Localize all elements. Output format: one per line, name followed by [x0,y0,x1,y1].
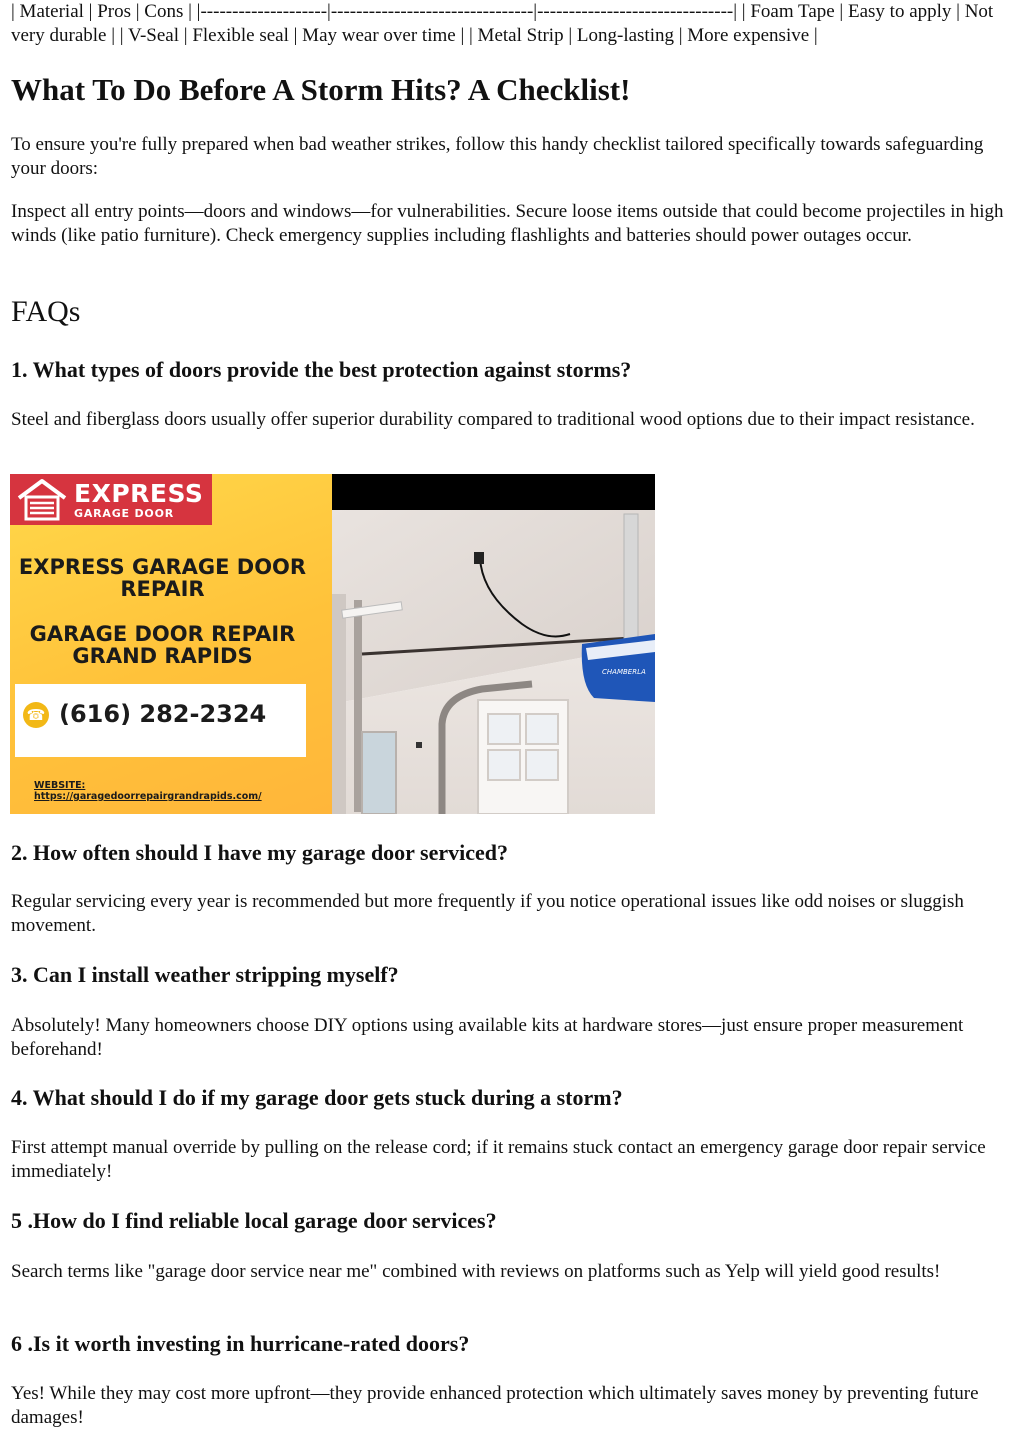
faq-question-3: 3. Can I install weather stripping myself? [11,962,399,987]
garage-interior-illustration [332,474,655,814]
website-label: WEBSITE: [34,780,86,791]
logo-sub-text: GARAGE DOOR [74,507,175,520]
opener-brand-text: CHAMBERLA [602,668,646,676]
faq-question-1: 1. What types of doors provide the best protection against storms? [11,357,632,382]
phone-icon: ☎ [23,702,49,728]
faq-answer-4: First attempt manual override by pulling on the release cord; if it remains stuck contact an emergency garage door repair service immediately! [11,1137,986,1182]
faq-answer-6: Yes! While they may cost more upfront—they provide enhanced protection which ultimately saves money by preventing future damages! [11,1383,979,1428]
banner-ad-panel [10,474,332,814]
checklist-heading: What To Do Before A Storm Hits? A Checklist! [11,72,631,107]
faq-question-5: 5 .How do I find reliable local garage door services? [11,1208,497,1233]
phone-number: (616) 282-2324 [59,700,267,728]
faq-question-4: 4. What should I do if my garage door gets stuck during a storm? [11,1085,623,1110]
faqs-heading: FAQs [11,295,81,328]
markdown-table-text: | Material | Pros | Cons | |--------------------|--------------------------------|-------------------------------| | Foam Tape | Easy to apply | Not very durable | | V-Seal | Flexible seal | May wear over time | | Metal Strip | Long-lasting | More expensive | [11,1,994,46]
faq-answer-2: Regular servicing every year is recommended but more frequently if you notice operational issues like odd noises or sluggish movement. [11,891,964,936]
checklist-body: Inspect all entry points—doors and windows—for vulnerabilities. Secure loose items outside that could become projectiles in high winds (like patio furniture). Check emergency supplies including flashlights and batteries should power outages occur. [11,201,1004,246]
faq-question-2: 2. How often should I have my garage door serviced? [11,840,509,865]
garage-house-icon [16,478,68,522]
express-garage-door-banner [10,474,655,814]
faq-question-6: 6 .Is it worth investing in hurricane-rated doors? [11,1331,470,1356]
logo-main-text: EXPRESS [74,479,204,508]
faq-answer-3: Absolutely! Many homeowners choose DIY options using available kits at hardware stores—just ensure proper measurement beforehand! [11,1015,964,1060]
faq-answer-5: Search terms like "garage door service near me" combined with reviews on platforms such as Yelp will yield good results! [11,1261,941,1282]
express-logo [10,474,212,525]
faq-answer-1: Steel and fiberglass doors usually offer superior durability compared to traditional wood options due to their impact resistance. [11,409,975,430]
phone-box [15,684,306,757]
website-url: https://garagedoorrepairgrandrapids.com/ [34,791,262,802]
banner-headline-2: GARAGE DOOR REPAIR GRAND RAPIDS [29,622,296,668]
banner-headline-1: EXPRESS GARAGE DOOR REPAIR [18,555,307,601]
garage-interior-photo [332,474,655,814]
checklist-intro: To ensure you're fully prepared when bad weather strikes, follow this handy checklist tailored specifically towards safeguarding your doors: [11,134,984,179]
